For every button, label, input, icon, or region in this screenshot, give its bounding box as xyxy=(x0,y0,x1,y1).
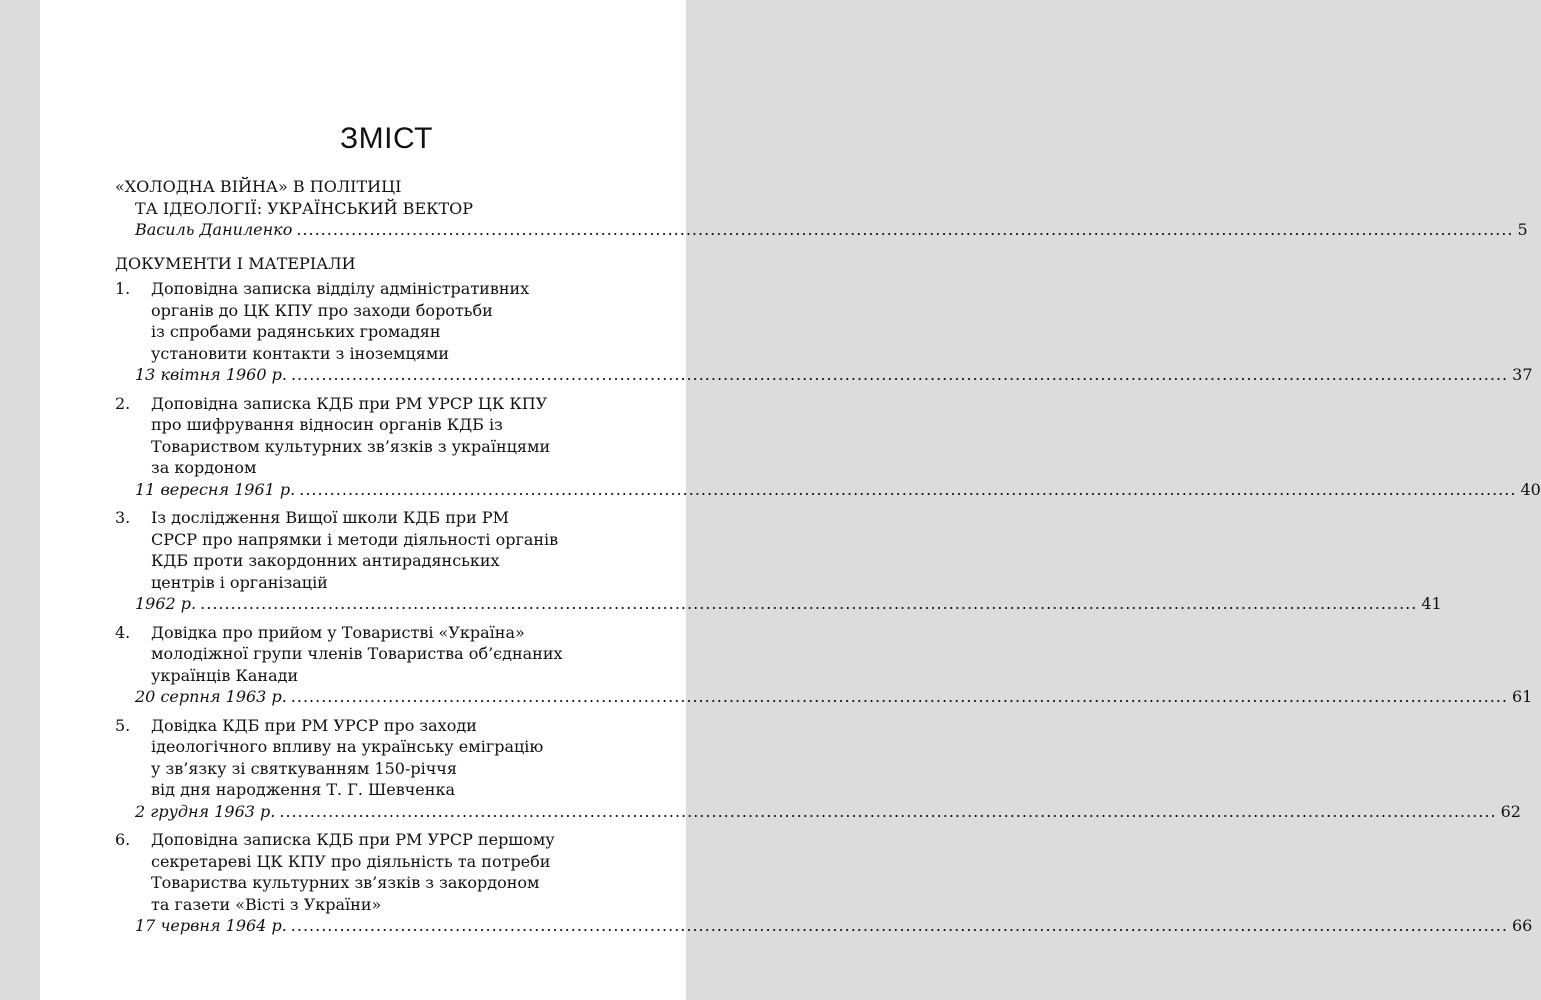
intro-entry xyxy=(115,176,1528,241)
toc-entry xyxy=(115,393,1541,501)
dot-leader: ........................................................................................................................................................................................................ xyxy=(290,916,1508,935)
dot-leader: ........................................................................................................................................................................................................ xyxy=(299,479,1517,499)
entry-date-line xyxy=(115,364,1533,386)
entry-text-line: установити контакти з іноземцями xyxy=(151,343,449,363)
dot-leader: ........................................................................................................................................................................................................ xyxy=(290,687,1508,706)
section-heading: ДОКУМЕНТИ І МАТЕРІАЛИ xyxy=(115,253,356,273)
entry-text-line: із спробами радянських громадян xyxy=(151,322,441,341)
entry-text-line: Товариства культурних зв’язків з закордоном xyxy=(151,873,540,892)
entry-text-line: секретареві ЦК КПУ про діяльність та потреби xyxy=(151,851,551,871)
entry-number: 1. xyxy=(115,279,131,298)
entry-date-line xyxy=(115,801,1521,823)
entry-date: 1962 р. xyxy=(135,594,197,613)
entry-text-line: від дня народження Т. Г. Шевченка xyxy=(151,780,455,799)
entry-number: 4. xyxy=(115,622,131,642)
entry-text-line: Довідка про прийом у Товаристві «Україна» xyxy=(151,622,525,642)
entry-date-line xyxy=(115,915,1532,937)
entry-date: 11 вересня 1961 р. xyxy=(135,479,296,499)
entry-date: 2 грудня 1963 р. xyxy=(135,801,276,821)
entry-text-line: Із дослідження Вищої школи КДБ при РМ xyxy=(151,508,509,527)
entry-page-number: 66 xyxy=(1511,916,1533,935)
intro-author-line xyxy=(115,219,1528,241)
entry-date-line xyxy=(115,593,1442,615)
entry-number: 6. xyxy=(115,830,131,849)
entry-page-number: 41 xyxy=(1421,594,1442,613)
entry-text-line: Товариством культурних зв’язків з українцями xyxy=(151,436,551,456)
entry-text-line: молодіжної групи членів Товариства об’єднаних xyxy=(151,644,563,663)
dot-leader: ........................................................................................................................................................................................................ xyxy=(296,220,1514,239)
intro-title-line-1: «ХОЛОДНА ВІЙНА» В ПОЛІТИЦІ xyxy=(115,177,402,196)
entry-text-line: українців Канади xyxy=(151,665,299,685)
entry-text-line: Доповідна записка відділу адміністративних xyxy=(151,279,530,298)
entry-number: 2. xyxy=(115,393,131,413)
entry-text-line: у зв’язку зі святкуванням 150-річчя xyxy=(151,758,457,778)
entry-text-line: СРСР про напрямки і методи діяльності органів xyxy=(151,529,559,549)
entry-date: 17 червня 1964 р. xyxy=(135,916,287,935)
toc-entry xyxy=(115,278,1533,386)
entry-text-line: центрів і організацій xyxy=(151,572,328,592)
entry-date: 13 квітня 1960 р. xyxy=(135,365,287,384)
entry-text-line: про шифрування відносин органів КДБ із xyxy=(151,415,503,434)
entry-text-line: за кордоном xyxy=(151,458,257,477)
entry-date: 20 серпня 1963 р. xyxy=(135,687,287,706)
entry-date-line xyxy=(115,686,1532,708)
entry-text-line: Довідка КДБ при РМ УРСР про заходи xyxy=(151,715,477,735)
dot-leader: ........................................................................................................................................................................................................ xyxy=(279,801,1497,821)
entry-page-number: 62 xyxy=(1500,801,1521,821)
intro-author: Василь Даниленко xyxy=(135,220,293,239)
entry-text-line: Доповідна записка КДБ при РМ УРСР ЦК КПУ xyxy=(151,393,548,413)
page-title: ЗМІСТ xyxy=(340,122,433,155)
entry-page-number: 40 xyxy=(1520,479,1541,499)
entry-text-line: ідеологічного впливу на українську еміграцію xyxy=(151,737,544,756)
intro-page-number: 5 xyxy=(1517,220,1528,239)
entry-text-line: Доповідна записка КДБ при РМ УРСР першому xyxy=(151,830,555,849)
entry-text-line: КДБ проти закордонних антирадянських xyxy=(151,551,500,570)
entry-text-line: та газети «Вісті з України» xyxy=(151,894,382,914)
dot-leader: ........................................................................................................................................................................................................ xyxy=(200,594,1418,613)
dot-leader: ........................................................................................................................................................................................................ xyxy=(290,365,1509,384)
entry-number: 3. xyxy=(115,508,131,527)
toc-entry xyxy=(115,507,1442,615)
toc-entry xyxy=(115,622,1533,708)
toc-entry xyxy=(115,829,1533,937)
toc-entry xyxy=(115,715,1521,823)
entry-date-line xyxy=(115,479,1541,501)
entry-text-line: органів до ЦК КПУ про заходи боротьби xyxy=(151,300,493,320)
table-of-contents xyxy=(115,176,1541,937)
entry-number: 5. xyxy=(115,715,131,735)
entry-page-number: 37 xyxy=(1512,365,1533,384)
intro-title-line-2: ТА ІДЕОЛОГІЇ: УКРАЇНСЬКИЙ ВЕКТОР xyxy=(135,198,474,218)
entry-page-number: 61 xyxy=(1511,687,1533,706)
entries-list xyxy=(115,278,1541,937)
